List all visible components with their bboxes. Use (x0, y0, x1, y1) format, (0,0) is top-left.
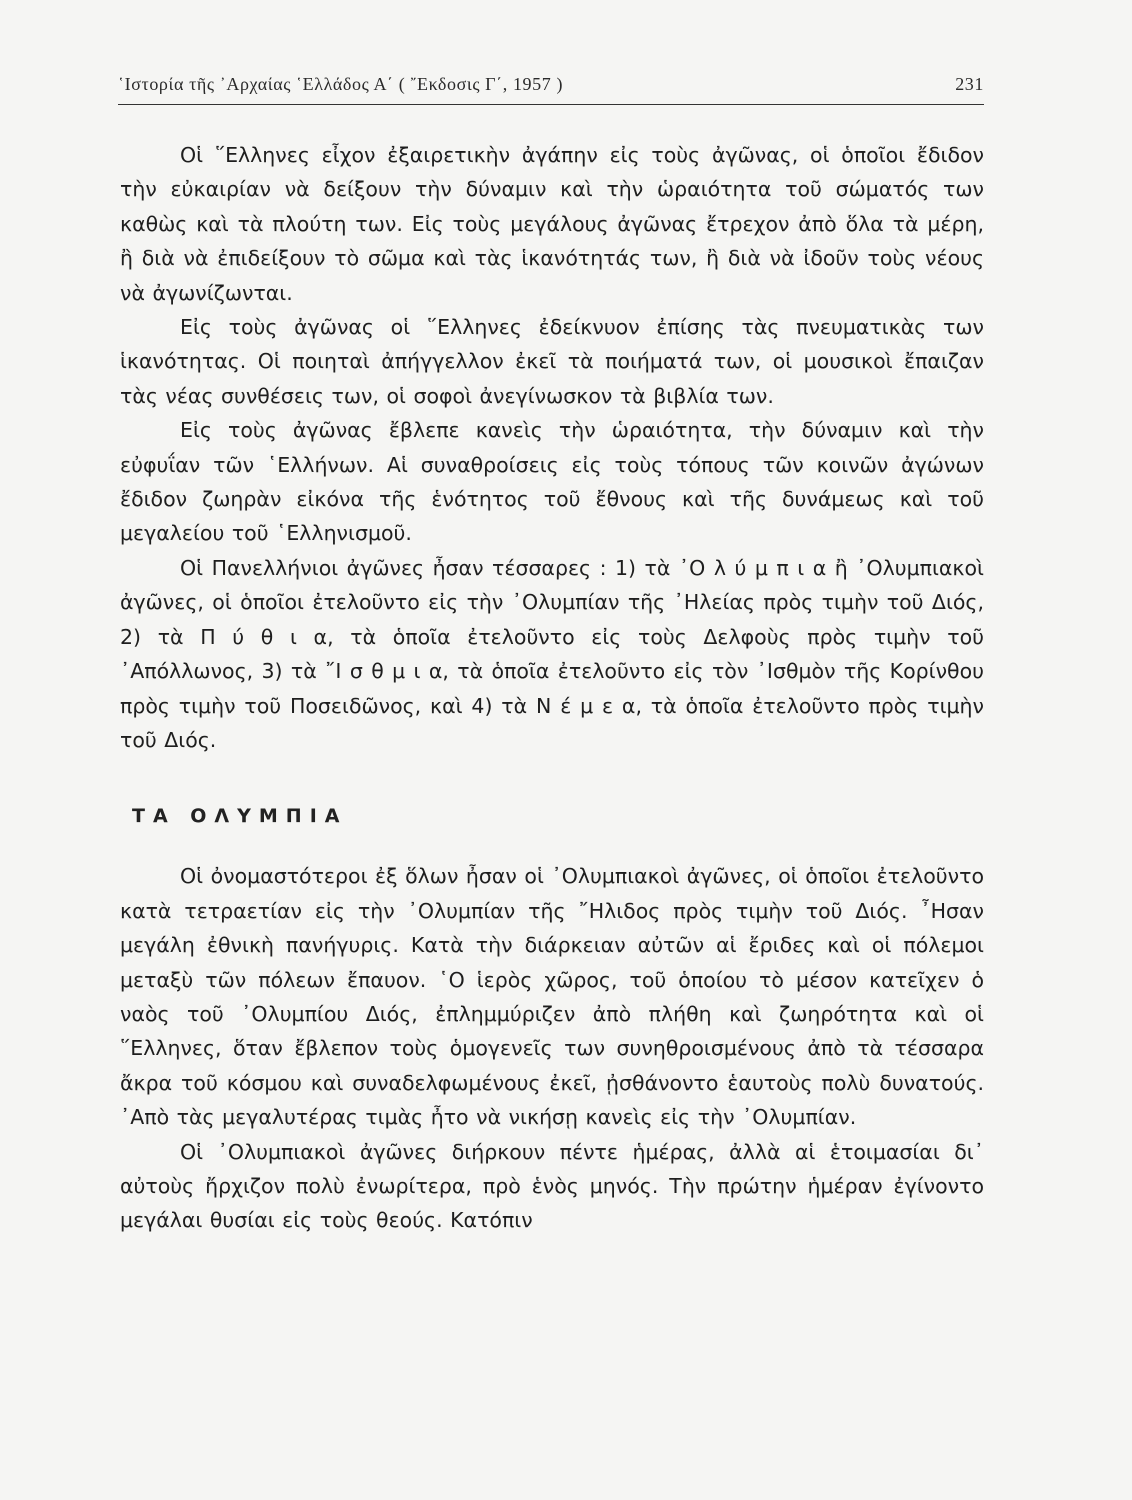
header-rule (118, 104, 984, 105)
running-header (118, 74, 984, 102)
body-text (120, 138, 984, 1238)
section-heading: ΤΑ ΟΛΥΜΠΙΑ (132, 805, 348, 828)
paragraph: Εἰς τοὺς ἀγῶνας οἱ ῞Ελληνες ἐδείκνυον ἐπίσης τὰς πνευματικὰς των ἱκανότητας. Οἱ ποιηταὶ ἀπήγγελλον ἐκεῖ τὰ ποιήματά των, οἱ μουσικοὶ ἔπαιζαν τὰς νέας συνθέσεις των, οἱ σοφοὶ ἀνεγίνωσκον τὰ βιβλία των. (120, 315, 984, 408)
spacer (120, 757, 984, 799)
page-number: 231 (955, 74, 984, 94)
header-title: ῾Ιστορία τῆς ᾿Αρχαίας ῾Ελλάδος Α΄ ( ῎Εκδοσις Γ΄, 1957 ) (118, 74, 564, 94)
paragraph: Εἰς τοὺς ἀγῶνας ἔβλεπε κανεὶς τὴν ὡραιότητα, τὴν δύναμιν καὶ τὴν εὐφυΐαν τῶν ῾Ελλήνων. Αἱ συναθροίσεις εἰς τοὺς τόπους τῶν κοινῶν ἀγώνων ἔδιδον ζωηρὰν εἰκόνα τῆς ἑνότητος τοῦ ἔθνους καὶ τῆς δυνάμεως καὶ τοῦ μεγαλείου τοῦ ῾Ελληνισμοῦ. (120, 418, 984, 546)
spacer (120, 833, 984, 859)
paragraph: Οἱ ῞Ελληνες εἶχον ἐξαιρετικὴν ἀγάπην εἰς τοὺς ἀγῶνας, οἱ ὁποῖοι ἔδιδον τὴν εὐκαιρίαν νὰ δείξουν τὴν δύναμιν καὶ τὴν ὡραιότητα τοῦ σώματός των καθὼς καὶ τὰ πλούτη των. Εἰς τοὺς μεγάλους ἀγῶνας ἔτρεχον ἀπὸ ὅλα τὰ μέρη, ἢ διὰ νὰ ἐπιδείξουν τὸ σῶμα καὶ τὰς ἱκανότητάς των, ἢ διὰ νὰ ἰδοῦν τοὺς νέους νὰ ἀγωνίζωνται. (120, 143, 984, 305)
paragraph: Οἱ ᾿Ολυμπιακοὶ ἀγῶνες διήρκουν πέντε ἡμέρας, ἀλλὰ αἱ ἑτοιμασίαι δι᾿ αὐτοὺς ἤρχιζον πολὺ ἐνωρίτερα, πρὸ ἑνὸς μηνός. Τὴν πρώτην ἡμέραν ἐγίνοντο μεγάλαι θυσίαι εἰς τοὺς θεούς. Κατόπιν (120, 1139, 984, 1233)
paragraph: Οἱ Πανελλήνιοι ἀγῶνες ἦσαν τέσσαρες : 1) τὰ ᾿Ο λ ύ μ π ι α ἢ ᾿Ολυμπιακοὶ ἀγῶνες, οἱ ὁποῖοι ἐτελοῦντο εἰς τὴν ᾿Ολυμπίαν τῆς ᾿Ηλείας πρὸς τιμὴν τοῦ Διός, 2) τὰ Π ύ θ ι α, τὰ ὁποῖα ἐτελοῦντο εἰς τοὺς Δελφοὺς πρὸς τιμὴν τοῦ ᾿Απόλλωνος, 3) τὰ ῎Ι σ θ μ ι α, τὰ ὁποῖα ἐτελοῦντο εἰς τὸν ᾿Ισθμὸν τῆς Κορίνθου πρὸς τιμὴν τοῦ Ποσειδῶνος, καὶ 4) τὰ Ν έ μ ε α, τὰ ὁποῖα ἐτελοῦντο πρὸς τιμὴν τοῦ Διός. (120, 555, 984, 752)
paragraph: Οἱ ὀνομαστότεροι ἐξ ὅλων ἦσαν οἱ ᾿Ολυμπιακοὶ ἀγῶνες, οἱ ὁποῖοι ἐτελοῦντο κατὰ τετραετίαν εἰς τὴν ᾿Ολυμπίαν τῆς ῎Ηλιδος πρὸς τιμὴν τοῦ Διός. ῏Ησαν μεγάλη ἐθνικὴ πανήγυρις. Κατὰ τὴν διάρκειαν αὐτῶν αἱ ἔριδες καὶ οἱ πόλεμοι μεταξὺ τῶν πόλεων ἔπαυον. ῾Ο ἱερὸς χῶρος, τοῦ ὁποίου τὸ μέσον κατεῖχεν ὁ ναὸς τοῦ ᾿Ολυμπίου Διός, ἐπλημμύριζεν ἀπὸ πλήθη καὶ ζωηρότητα καὶ οἱ ῞Ελληνες, ὅταν ἔβλεπον τοὺς ὁμογενεῖς των συνηθροισμένους ἀπὸ τὰ τέσσαρα ἄκρα τοῦ κόσμου καὶ συναδελφωμένους ἐκεῖ, ᾐσθάνοντο ἑαυτοὺς πολὺ δυνατούς. ᾿Απὸ τὰς μεγαλυτέρας τιμὰς ἦτο νὰ νικήσῃ κανεὶς εἰς τὴν ᾿Ολυμπίαν. (120, 864, 984, 1130)
